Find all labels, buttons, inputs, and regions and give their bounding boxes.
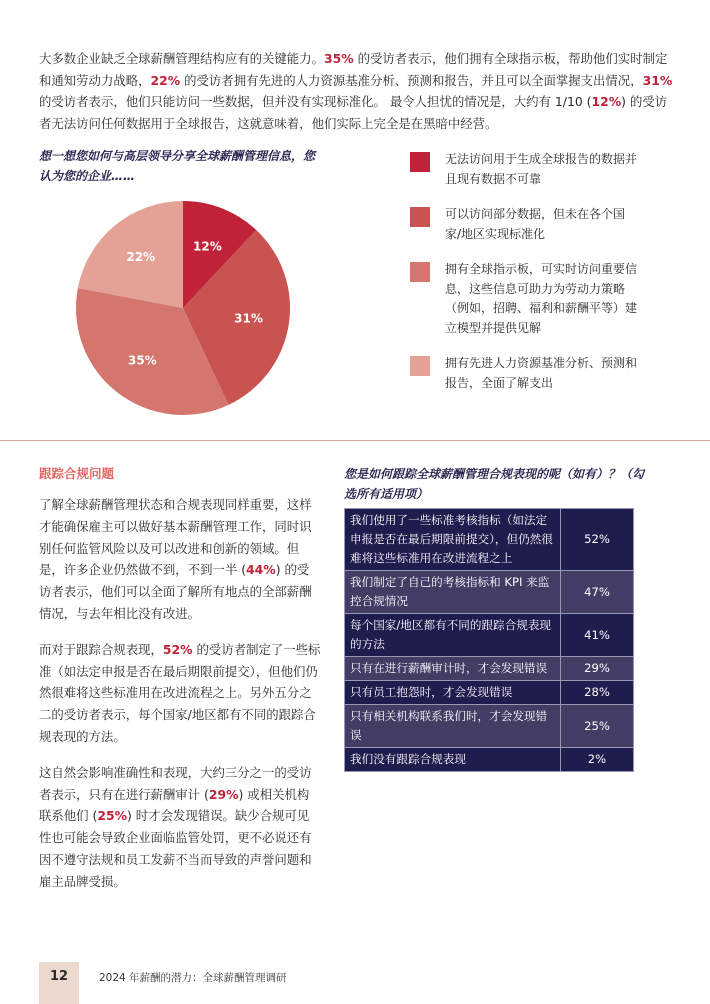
highlight-stat: 44%	[246, 562, 276, 578]
row-value: 29%	[561, 657, 634, 681]
section-heading: 跟踪合规问题	[39, 466, 115, 481]
legend-label: 拥有先进人力资源基准分析、预测和报告，全面了解支出	[445, 356, 638, 390]
body-paragraph	[39, 494, 321, 625]
legend-swatch	[410, 152, 430, 172]
table-row	[345, 571, 634, 614]
body-paragraph	[39, 762, 321, 893]
footer-title: 2024 年薪酬的潜力：全球薪酬管理调研	[99, 972, 287, 984]
row-label: 每个国家/地区都有不同的跟踪合规表现的方法	[345, 614, 561, 657]
table-row	[345, 705, 634, 748]
highlight-stat: 35%	[323, 51, 354, 67]
row-value: 52%	[561, 509, 634, 571]
compliance-section	[39, 464, 321, 907]
legend-item	[410, 150, 640, 189]
legend-swatch	[410, 207, 430, 227]
text-run: 的受访者制定了一些标准（如法定申报是否在最后期限前提交），但他们仍然很难将这些标准用在改进流程之上。另外五分之二的受访者表示，每个国家/地区都有不同的跟踪合规表现的方法。	[39, 641, 321, 744]
row-label: 我们没有跟踪合规表现	[345, 748, 561, 772]
highlight-stat: 29%	[208, 786, 239, 802]
highlight-stat: 52%	[162, 641, 193, 657]
text-run: 的受访者表示，他们拥有全球指示板，帮助他们实时制定和通知劳动力战略，	[39, 51, 668, 88]
row-label: 我们制定了自己的考核指标和 KPI 来监控合规情况	[345, 571, 561, 614]
highlight-stat: 22%	[150, 72, 181, 88]
pie-chart	[60, 190, 310, 430]
text-run: ) 的受访者无法访问任何数据用于全球报告，这就意味着，他们实际上完全是在黑暗中经营。	[39, 94, 668, 131]
text-run: 大多数企业缺乏全球薪酬管理结构应有的关键能力。	[39, 51, 324, 67]
highlight-stat: 25%	[97, 808, 128, 824]
legend-label: 可以访问部分数据，但未在各个国家/地区实现标准化	[445, 207, 626, 241]
page-number: 12	[39, 962, 79, 1004]
table-row	[345, 681, 634, 705]
legend-item	[410, 260, 640, 338]
pie-slice-label: 31%	[234, 311, 263, 326]
body-paragraph	[39, 639, 321, 748]
text-run: 了解全球薪酬管理状态和合规表现同样重要，这样才能确保雇主可以做好基本薪酬管理工作，同时识别任何监管风险以及可以改进和创新的领域。但是，许多企业仍然做不到，不到一半 (	[39, 497, 312, 578]
row-label: 只有在进行薪酬审计时，才会发现错误	[345, 657, 561, 681]
legend-item	[410, 205, 640, 244]
pie-slice-label: 12%	[193, 239, 222, 254]
table-title: 您是如何跟踪全球薪酬管理合规表现的呢（如有）？（勾选所有适用项）	[344, 467, 645, 501]
row-value: 2%	[561, 748, 634, 772]
legend-swatch	[410, 356, 430, 376]
text-run: ) 的受访者表示，他们可以全面了解所有地点的全部薪酬情况，与去年相比没有改进。	[39, 562, 312, 621]
section-divider	[0, 440, 710, 441]
row-value: 28%	[561, 681, 634, 705]
table-row	[345, 657, 634, 681]
text-run: 的受访者拥有先进的人力资源基准分析、预测和报告，并且可以全面掌握支出情况，	[180, 72, 643, 88]
table-row	[345, 748, 634, 772]
legend-item	[410, 354, 640, 393]
text-run: ) 或相关机构联系他们 (	[39, 786, 310, 824]
row-value: 47%	[561, 571, 634, 614]
table-row	[345, 509, 634, 571]
highlight-stat: 12%	[591, 94, 622, 110]
table-row	[345, 614, 634, 657]
compliance-table	[344, 508, 634, 772]
text-run: 而对于跟踪合规表现，	[39, 641, 163, 657]
row-value: 41%	[561, 614, 634, 657]
row-label: 只有员工抱怨时，才会发现错误	[345, 681, 561, 705]
text-run: 这自然会影响准确性和表现，大约三分之一的受访者表示，只有在进行薪酬审计 (	[39, 764, 312, 802]
pie-slice-label: 22%	[126, 249, 156, 264]
highlight-stat: 31%	[642, 72, 673, 88]
legend-label: 拥有全球指示板，可实时访问重要信息，这些信息可助力为劳动力策略（例如，招聘、福利和薪酬平等）建立模型并提供见解	[445, 262, 638, 335]
row-label: 只有相关机构联系我们时，才会发现错误	[345, 705, 561, 748]
legend-swatch	[410, 262, 430, 282]
pie-slice-label: 35%	[127, 353, 157, 368]
intro-paragraph	[39, 48, 679, 134]
row-label: 我们使用了一些标准考核指标（如法定申报是否在最后期限前提交），但仍然很难将这些标准用在改进流程之上	[345, 509, 561, 571]
text-run: ) 时才会发现错误。缺少合规可见性也可能会导致企业面临监管处罚，更不必说还有因不遵守法规和员工发薪不当而导致的声誉问题和雇主品牌受损。	[39, 808, 312, 889]
text-run: 的受访者表示，他们只能访问一些数据，但并没有实现标准化。 最令人担忧的情况是，大约有 1/10 (	[39, 94, 592, 110]
row-value: 25%	[561, 705, 634, 748]
pie-chart-title: 想一想您如何与高层领导分享全球薪酬管理信息，您认为您的企业……	[39, 149, 316, 183]
pie-legend	[410, 150, 640, 409]
legend-label: 无法访问用于生成全球报告的数据并且现有数据不可靠	[445, 152, 638, 186]
